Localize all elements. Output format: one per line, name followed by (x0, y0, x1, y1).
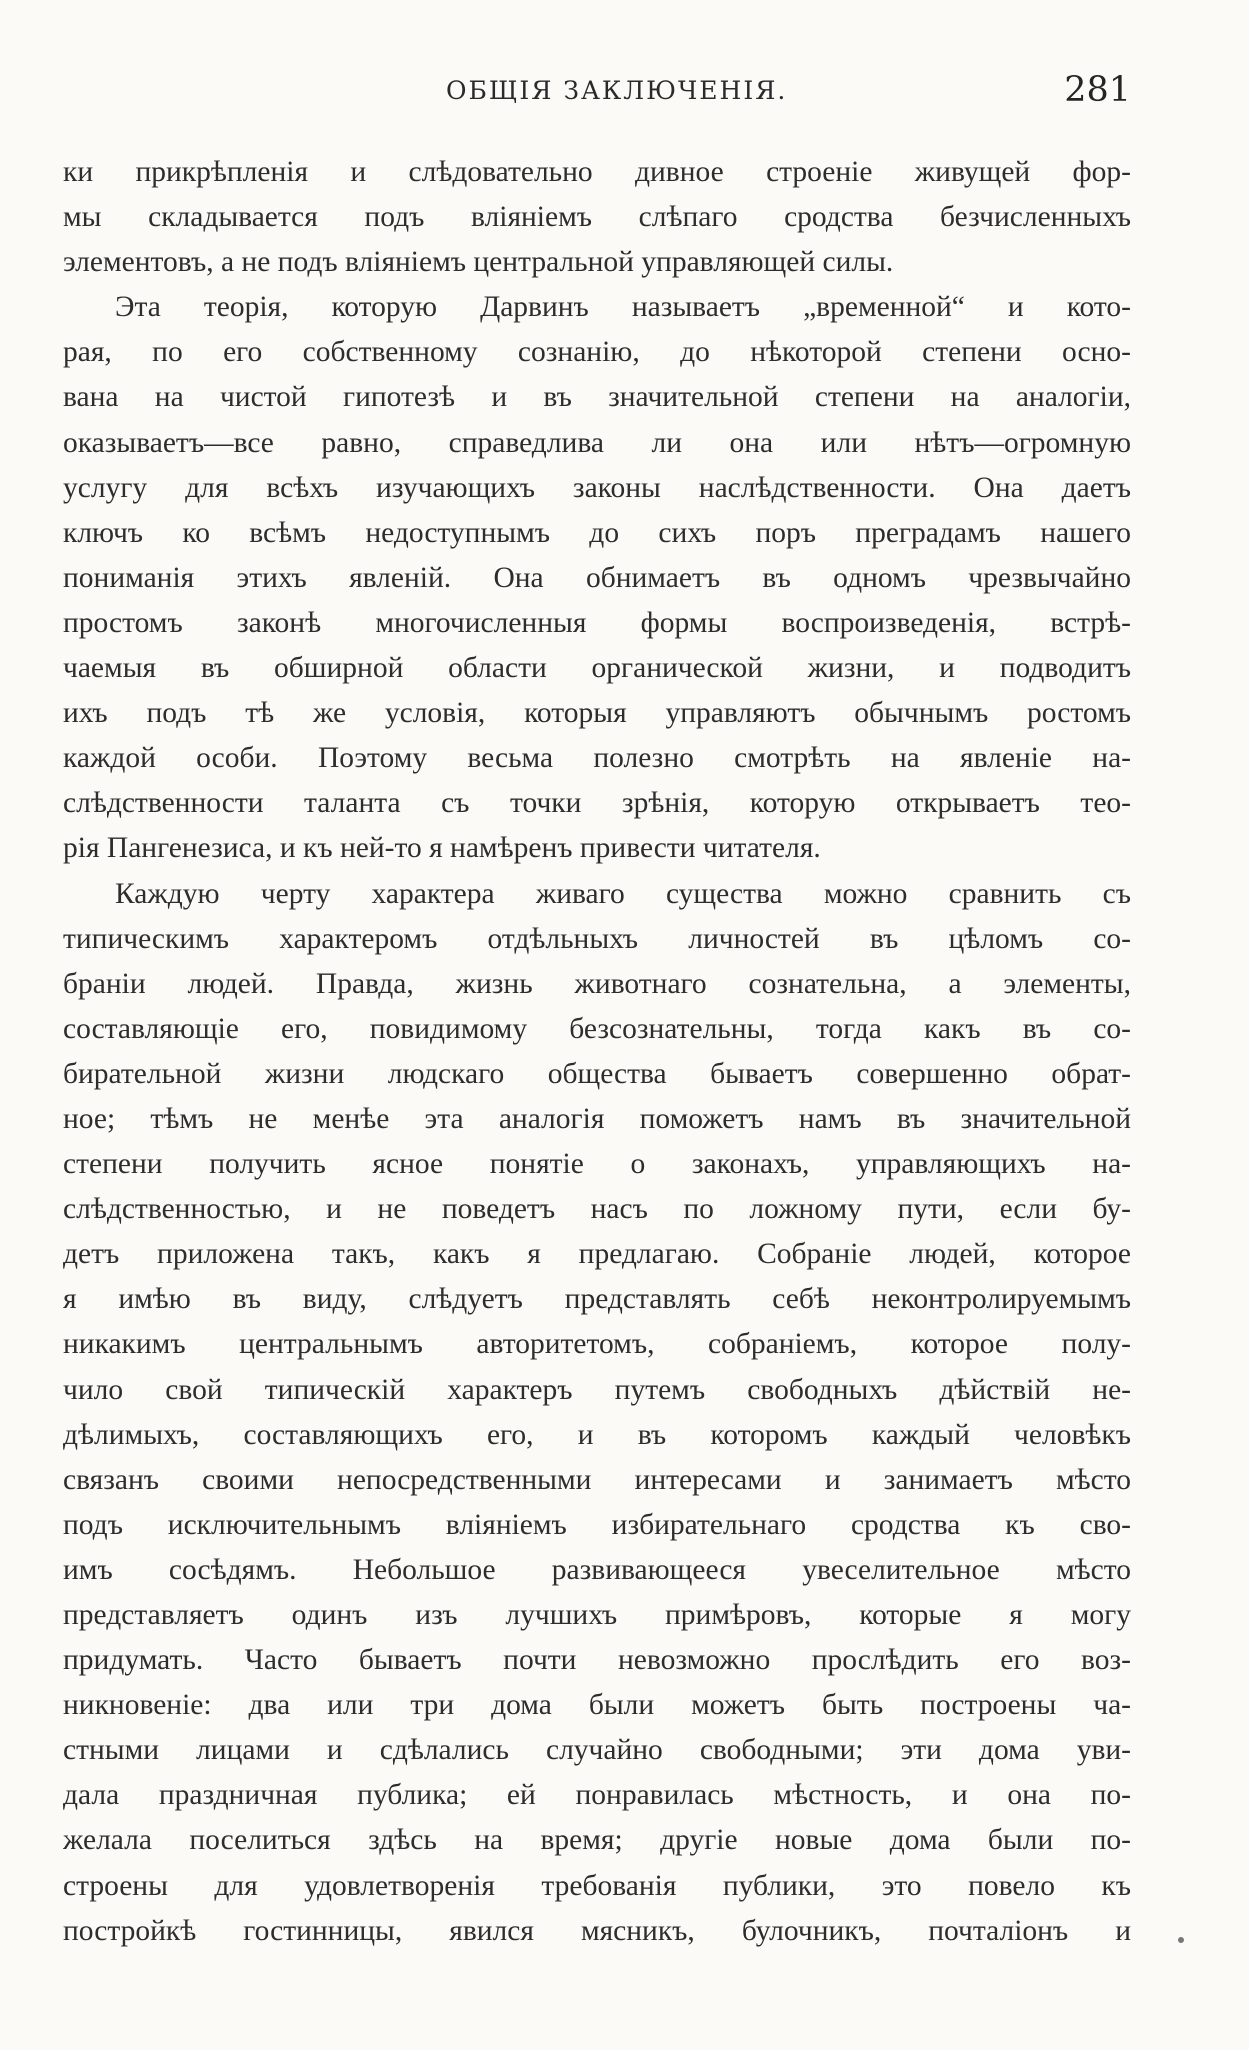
text-line: элементовъ, а не подъ вліяніемъ центральной управляющей силы. (63, 246, 894, 279)
text-line: Каждую черту характера живаго существа можно сравнить съ (115, 877, 1131, 910)
page-number: 281 (1064, 70, 1131, 110)
text-line: ключъ ко всѣмъ недоступнымъ до сихъ поръ преградамъ нашего (63, 516, 1131, 549)
ink-speck (1178, 1937, 1184, 1943)
text-line: рая, по его собственному сознанію, до нѣкоторой степени осно- (63, 336, 1131, 369)
text-line: стными лицами и сдѣлались случайно свободными; эти дома уви- (63, 1734, 1131, 1767)
text-line: постройкѣ гостинницы, явился мясникъ, булочникъ, почталіонъ и (63, 1914, 1131, 1947)
text-line: представляетъ одинъ изъ лучшихъ примѣровъ, которые я могу (63, 1599, 1131, 1631)
text-line: типическимъ характеромъ отдѣльныхъ личностей въ цѣломъ со- (63, 922, 1131, 955)
text-line: дѣлимыхъ, составляющихъ его, и въ которомъ каждый человѣкъ (63, 1418, 1131, 1451)
text-line: чило свой типическій характеръ путемъ свободныхъ дѣйствій не- (63, 1373, 1131, 1406)
text-line: никакимъ центральнымъ авторитетомъ, собраніемъ, которое полу- (63, 1328, 1131, 1361)
text-line: браніи людей. Правда, жизнь животнаго сознательна, а элементы, (63, 967, 1131, 1000)
text-line: бирательной жизни людскаго общества бываетъ совершенно обрат- (63, 1057, 1131, 1090)
text-line: придумать. Часто бываетъ почти невозможно прослѣдить его воз- (63, 1644, 1131, 1677)
text-line: дала праздничная публика; ей понравилась мѣстность, и она по- (63, 1779, 1131, 1812)
text-line: услугу для всѣхъ изучающихъ законы наслѣдственности. Она даетъ (63, 471, 1131, 504)
text-line: ки прикрѣпленія и слѣдовательно дивное строеніе живущей фор- (63, 156, 1131, 188)
text-line: рія Пангенезиса, и къ ней-то я намѣренъ привести читателя. (63, 832, 821, 865)
text-line: слѣдственности таланта съ точки зрѣнія, которую открываетъ тео- (63, 787, 1131, 820)
body-text (63, 150, 1131, 1954)
text-line: я имѣю въ виду, слѣдуетъ представлять себѣ неконтролируемымъ (63, 1283, 1131, 1316)
text-line: оказываетъ—все равно, справедлива ли она или нѣтъ—огромную (63, 426, 1131, 459)
text-line: Эта теорія, которую Дарвинъ называетъ „временной“ и кото- (115, 291, 1131, 324)
text-line: каждой особи. Поэтому весьма полезно смотрѣть на явленіе на- (63, 742, 1131, 775)
running-title: ОБЩІЯ ЗАКЛЮЧЕНІЯ. (446, 76, 788, 105)
text-line: никновеніе: два или три дома были можетъ быть построены ча- (63, 1689, 1131, 1722)
text-line: составляющіе его, повидимому безсознательны, тогда какъ въ со- (63, 1012, 1131, 1045)
text-line: ихъ подъ тѣ же условія, которыя управляютъ обычнымъ ростомъ (63, 697, 1131, 730)
text-line: желала поселиться здѣсь на время; другіе новые дома были по- (63, 1824, 1131, 1857)
page-header (63, 70, 1131, 114)
text-line: имъ сосѣдямъ. Небольшое развивающееся увеселительное мѣсто (63, 1553, 1131, 1586)
text-line: строены для удовлетворенія требованія публики, это повело къ (63, 1869, 1131, 1902)
text-line: ное; тѣмъ не менѣе эта аналогія поможетъ намъ въ значительной (63, 1102, 1131, 1135)
text-line: вана на чистой гипотезѣ и въ значительной степени на аналогіи, (63, 381, 1131, 414)
text-line: мы складывается подъ вліяніемъ слѣпаго сродства безчисленныхъ (63, 201, 1131, 234)
text-line: связанъ своими непосредственными интересами и занимаетъ мѣсто (63, 1463, 1131, 1496)
text-line: степени получить ясное понятіе о законахъ, управляющихъ на- (63, 1148, 1131, 1181)
text-line: подъ исключительнымъ вліяніемъ избирательнаго сродства къ сво- (63, 1508, 1131, 1541)
text-line: чаемыя въ обширной области органической жизни, и подводитъ (63, 652, 1131, 685)
text-line: пониманія этихъ явленій. Она обнимаетъ въ одномъ чрезвычайно (63, 561, 1131, 594)
text-line: детъ приложена такъ, какъ я предлагаю. Собраніе людей, которое (63, 1238, 1131, 1271)
text-line: простомъ законѣ многочисленныя формы воспроизведенія, встрѣ- (63, 606, 1131, 639)
text-line: слѣдственностью, и не поведетъ насъ по ложному пути, если бу- (63, 1193, 1131, 1226)
